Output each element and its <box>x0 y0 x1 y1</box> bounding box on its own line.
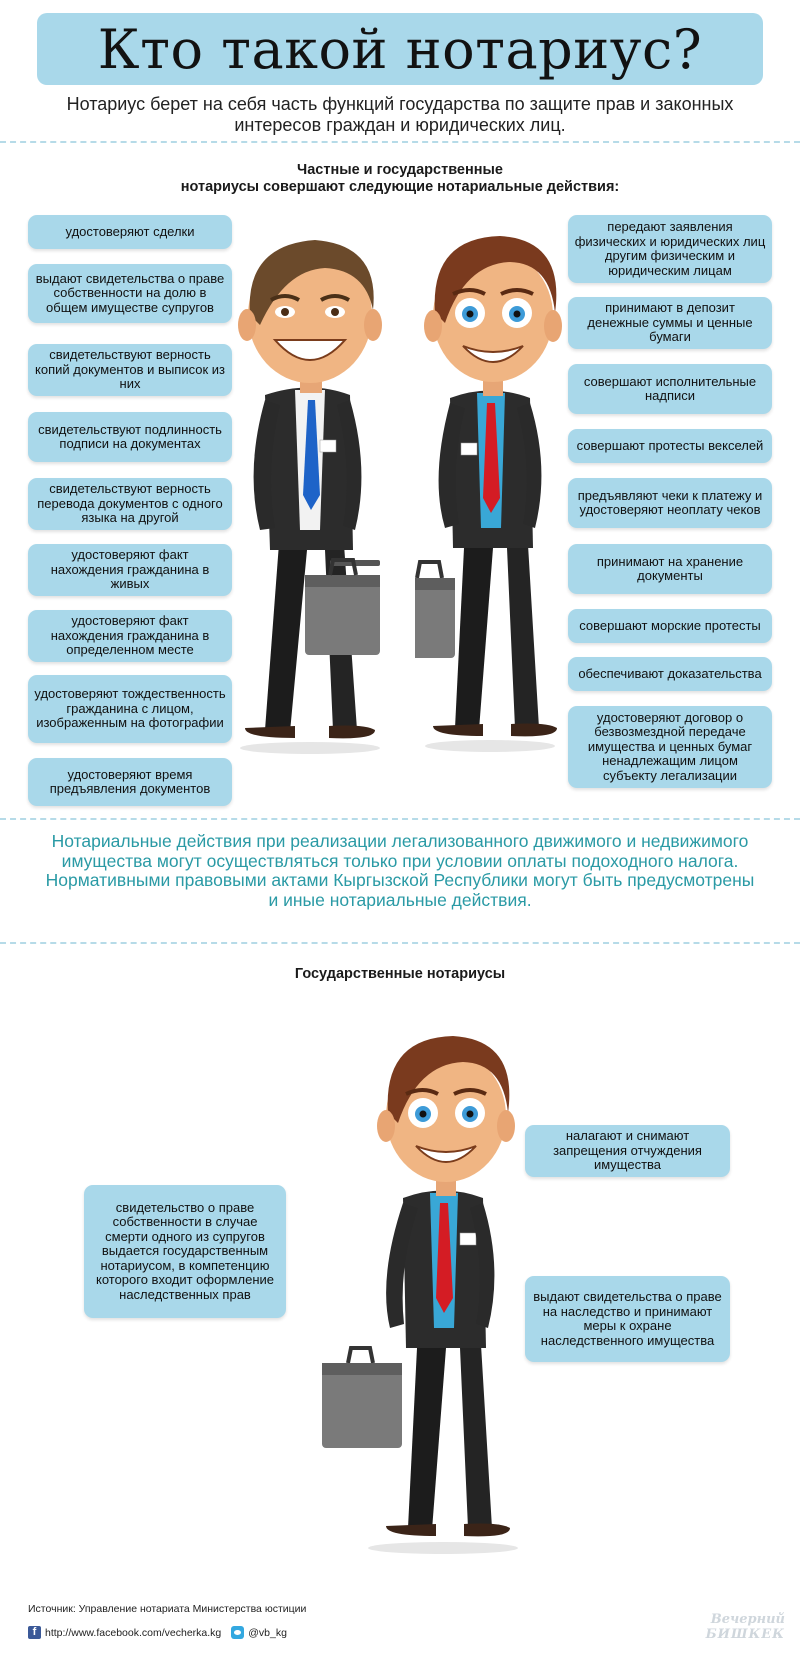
title-banner <box>37 13 763 85</box>
left-action-box: выдают свидетельства о праве собственности на долю в общем имуществе супругов <box>28 264 232 323</box>
divider <box>0 818 800 820</box>
divider <box>0 141 800 143</box>
twitter-icon <box>231 1626 244 1639</box>
right-action-box: передают заявления физических и юридических лиц другим физическим и юридическим лицам <box>568 215 772 283</box>
section1-heading <box>150 162 650 196</box>
vecherniy-bishkek-logo <box>685 1612 785 1648</box>
notary-figure-blue-tie <box>225 230 390 755</box>
right-action-box: совершают исполнительные надписи <box>568 364 772 414</box>
right-action-box: совершают морские протесты <box>568 609 772 643</box>
subtitle: Нотариус берет на себя часть функций государства по защите прав и законных интересов граждан и юридических лиц. <box>66 94 734 135</box>
facebook-link[interactable] <box>28 1626 221 1639</box>
left-action-box: удостоверяют время предъявления документов <box>28 758 232 806</box>
state-notary-right-top-box: налагают и снимают запрещения отчуждения имущества <box>525 1125 730 1177</box>
left-action-box: удостоверяют факт нахождения гражданина в живых <box>28 544 232 596</box>
section2-heading: Государственные нотариусы <box>294 966 506 982</box>
left-action-box: свидетельствуют верность копий документов и выписок из них <box>28 344 232 396</box>
source-text: Источник: Управление нотариата Министерства юстиции <box>28 1603 307 1615</box>
state-notary-right-bottom-box: выдают свидетельства о праве на наследство и принимают меры к охране наследственного имущества <box>525 1276 730 1362</box>
right-action-box: удостоверяют договор о безвозмездной передаче имущества и ценных бумаг ненадлежащим лицом субъекту легализации <box>568 706 772 788</box>
logo-line1: Вечерний <box>710 1612 785 1627</box>
right-action-box: предъявляют чеки к платежу и удостоверяют неоплату чеков <box>568 478 772 528</box>
left-action-box: удостоверяют факт нахождения гражданина в определенном месте <box>28 610 232 662</box>
right-action-box: принимают в депозит денежные суммы и ценные бумаги <box>568 297 772 349</box>
state-notary-figure <box>318 1028 538 1558</box>
facebook-url: http://www.facebook.com/vecherka.kg <box>45 1626 222 1639</box>
twitter-link[interactable] <box>231 1626 287 1639</box>
twitter-handle: @vb_kg <box>248 1626 287 1639</box>
left-action-box: удостоверяют тождественность гражданина с лицом, изображенным на фотографии <box>28 675 232 743</box>
right-action-box: совершают протесты векселей <box>568 429 772 463</box>
divider <box>0 942 800 944</box>
logo-line2: БИШКЕК <box>705 1627 785 1642</box>
legal-note: Нотариальные действия при реализации легализованного движимого и недвижимого имущества могут осуществляться только при условии оплаты подоходного налога. Нормативными правовыми актами Кыргызской Республики могут быть предусмотрены и иные нотариальные действия. <box>45 831 755 910</box>
state-notary-left-box: свидетельство о праве собственности в случае смерти одного из супругов выдается государственным нотариусом, в компетенцию которого входит оформление наследственных прав <box>84 1185 286 1318</box>
right-action-box: принимают на хранение документы <box>568 544 772 594</box>
left-action-box: удостоверяют сделки <box>28 215 232 249</box>
footer-links <box>28 1626 287 1639</box>
section1-heading-line2: нотариусы совершают следующие нотариальные действия: <box>180 179 620 195</box>
page-title: Кто такой нотариус? <box>97 17 703 81</box>
left-action-box: свидетельствуют верность перевода документов с одного языка на другой <box>28 478 232 530</box>
left-action-box: свидетельствуют подлинность подписи на документах <box>28 412 232 462</box>
facebook-icon: f <box>28 1626 41 1639</box>
notary-figure-red-tie <box>415 228 565 753</box>
right-action-box: обеспечивают доказательства <box>568 657 772 691</box>
section1-heading-line1: Частные и государственные <box>297 162 503 178</box>
